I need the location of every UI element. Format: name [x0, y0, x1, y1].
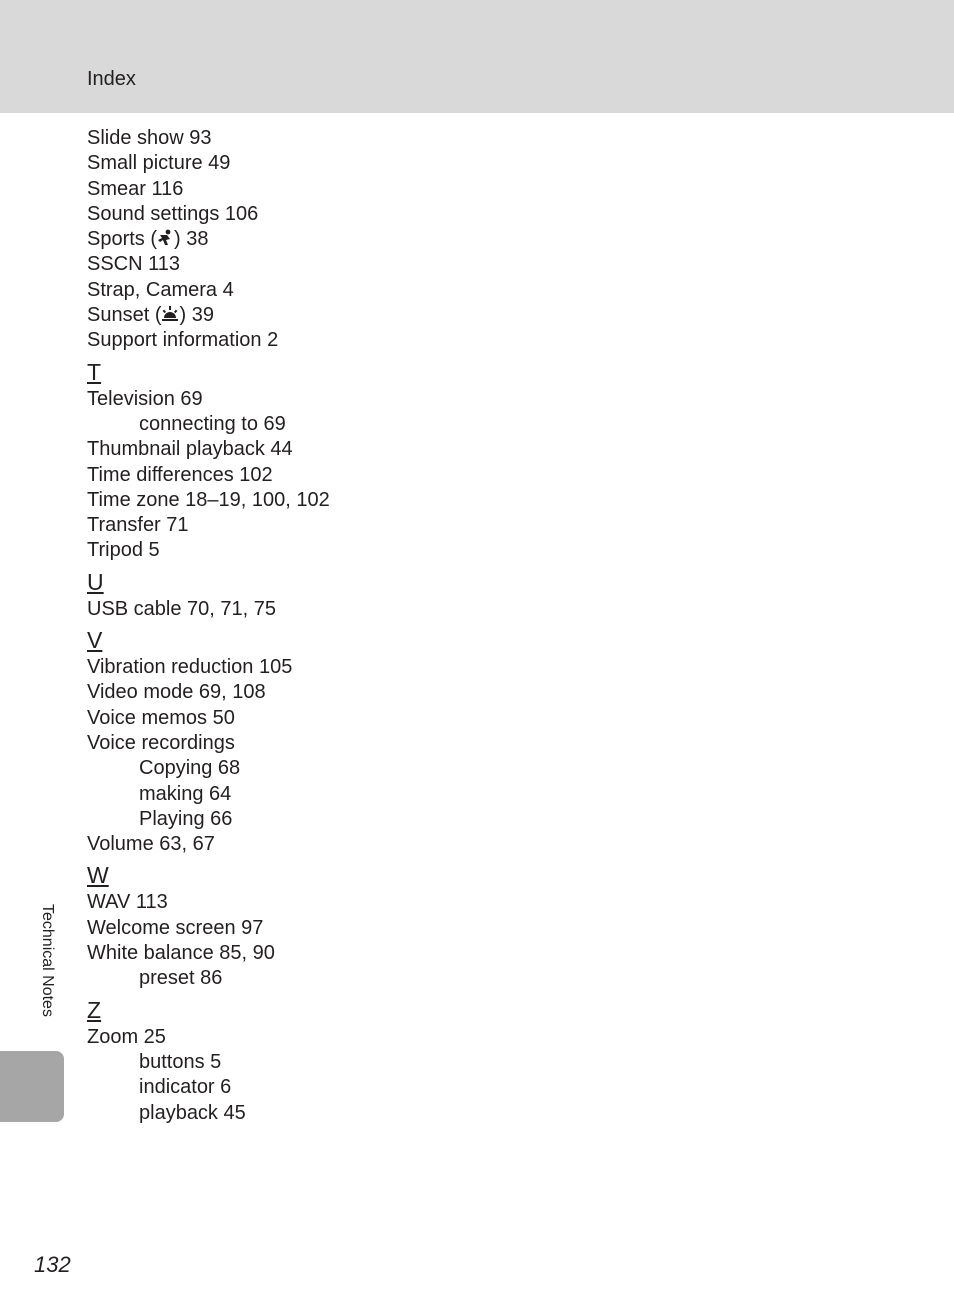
index-entry: Transfer 71 [87, 514, 189, 537]
index-entry: Television 69 [87, 387, 203, 410]
entry-text: Sunset ( [87, 304, 162, 327]
section-letter-w: W [87, 862, 109, 889]
section-letter-z: Z [87, 996, 102, 1023]
index-list [87, 126, 787, 1126]
index-subentry: making 64 [139, 782, 232, 805]
section-letter-u: U [87, 568, 104, 595]
section-letter-t: T [87, 358, 102, 385]
side-tab-label: Technical Notes [39, 904, 56, 1017]
sports-icon [157, 229, 174, 249]
entry-text: ) 38 [174, 228, 209, 251]
index-subentry: playback 45 [139, 1101, 246, 1124]
index-entry: Thumbnail playback 44 [87, 438, 293, 461]
section-letter-v: V [87, 627, 103, 654]
index-entry: Slide show 93 [87, 127, 212, 149]
index-entry: Vibration reduction 105 [87, 656, 293, 679]
index-subentry: connecting to 69 [139, 412, 286, 435]
index-entry: Voice memos 50 [87, 706, 235, 729]
page-number: 132 [34, 1252, 71, 1277]
index-entry: Support information 2 [87, 329, 279, 352]
index-subentry: indicator 6 [139, 1076, 232, 1099]
index-entry: Volume 63, 67 [87, 833, 215, 856]
index-subentry: preset 86 [139, 967, 223, 990]
page-title: Index [87, 68, 136, 90]
index-entry-sports [87, 227, 787, 252]
entry-text: ) 39 [179, 304, 214, 327]
index-entry: Small picture 49 [87, 152, 231, 175]
index-subentry: Playing 66 [139, 807, 233, 830]
entry-text: Sports ( [87, 228, 158, 251]
index-entry: White balance 85, 90 [87, 942, 275, 965]
sunset-icon [161, 305, 179, 325]
index-entry: WAV 113 [87, 891, 168, 914]
index-entry: Welcome screen 97 [87, 916, 264, 939]
index-entry: Sound settings 106 [87, 202, 259, 225]
index-entry: Strap, Camera 4 [87, 278, 234, 301]
index-entry: Tripod 5 [87, 539, 160, 562]
index-entry: Zoom 25 [87, 1025, 166, 1048]
index-entry: Time differences 102 [87, 463, 273, 486]
index-entry: Video mode 69, 108 [87, 681, 266, 704]
index-entry: Time zone 18–19, 100, 102 [87, 488, 330, 511]
header-band [0, 0, 954, 113]
index-subentry: buttons 5 [139, 1050, 222, 1073]
index-entry: Smear 116 [87, 177, 184, 200]
index-entry: Voice recordings [87, 731, 235, 754]
index-subentry: Copying 68 [139, 757, 241, 780]
side-tab-marker [0, 1051, 64, 1122]
index-entry: USB cable 70, 71, 75 [87, 597, 277, 620]
index-entry: SSCN 113 [87, 253, 181, 276]
index-entry-sunset [87, 303, 787, 328]
